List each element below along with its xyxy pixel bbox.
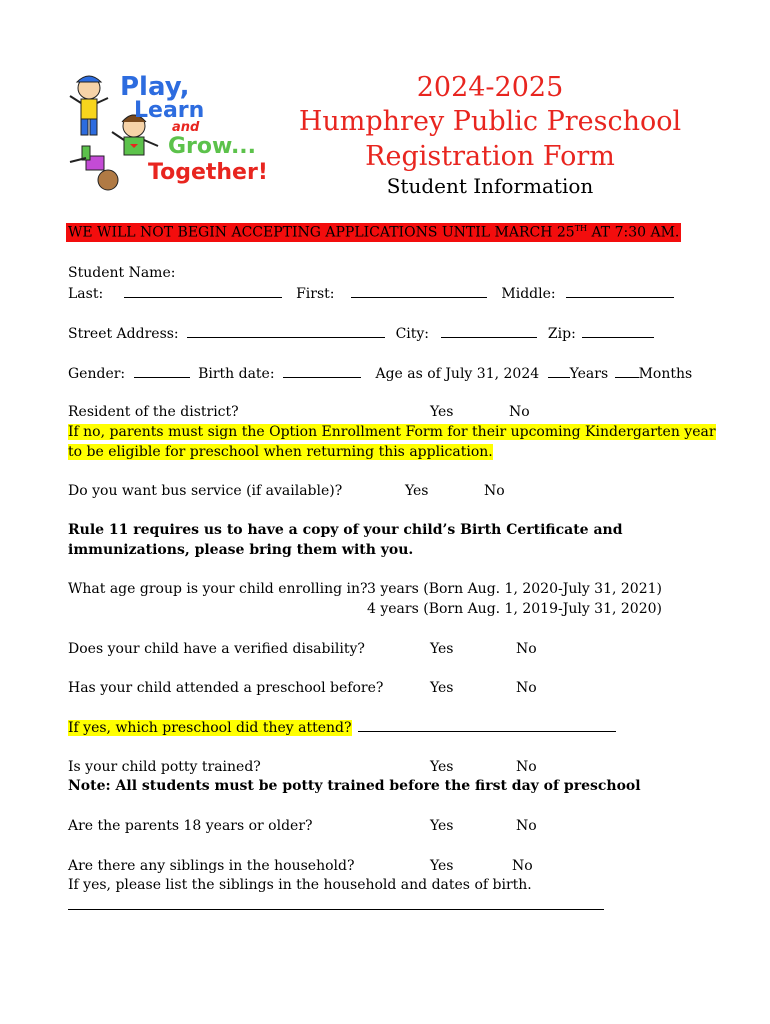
banner-text: WE WILL NOT BEGIN ACCEPTING APPLICATIONS UNTIL MARCH 25 bbox=[68, 224, 575, 241]
attended-question: Has your child attended a preschool before? bbox=[68, 680, 384, 696]
option-enrollment-note-line1: If no, parents must sign the Option Enrollment Form for their upcoming Kindergarten year bbox=[68, 424, 716, 440]
disability-yes[interactable]: Yes bbox=[430, 641, 454, 657]
gender-label: Gender: bbox=[68, 366, 126, 382]
age-as-of-label: Age as of July 31, 2024 bbox=[375, 366, 540, 382]
parents-no[interactable]: No bbox=[516, 818, 537, 834]
which-preschool-question: If yes, which preschool did they attend? bbox=[68, 720, 352, 736]
attended-yes[interactable]: Yes bbox=[430, 680, 454, 696]
option-enrollment-note-line2: to be eligible for preschool when returning this application. bbox=[68, 444, 493, 460]
form-title: Registration Form bbox=[365, 141, 615, 172]
birth-date-label: Birth date: bbox=[198, 366, 275, 382]
name-row bbox=[68, 285, 674, 302]
siblings-no[interactable]: No bbox=[512, 858, 533, 874]
potty-note: Note: All students must be potty trained before the first day of preschool bbox=[68, 778, 641, 794]
gender-field[interactable] bbox=[134, 365, 190, 378]
months-label: Months bbox=[638, 366, 693, 382]
parents-question: Are the parents 18 years or older? bbox=[68, 818, 313, 834]
siblings-question: Are there any siblings in the household? bbox=[68, 858, 355, 874]
age-group-4-years[interactable]: 4 years (Born Aug. 1, 2019-July 31, 2020) bbox=[367, 601, 662, 617]
city-field[interactable] bbox=[441, 325, 537, 338]
logo-word-and: and bbox=[172, 120, 200, 135]
last-name-field[interactable] bbox=[124, 285, 282, 298]
potty-no[interactable]: No bbox=[516, 759, 537, 775]
logo-word-grow: Grow... bbox=[168, 134, 257, 159]
siblings-followup: If yes, please list the siblings in the household and dates of birth. bbox=[68, 877, 532, 893]
attended-no[interactable]: No bbox=[516, 680, 537, 696]
zip-field[interactable] bbox=[582, 325, 654, 338]
middle-name-label: Middle: bbox=[501, 286, 556, 302]
first-name-label: First: bbox=[296, 286, 335, 302]
school-name: Humphrey Public Preschool bbox=[298, 106, 682, 137]
siblings-list-field[interactable] bbox=[68, 897, 604, 910]
street-label: Street Address: bbox=[68, 326, 179, 342]
age-group-question: What age group is your child enrolling in? bbox=[68, 581, 368, 597]
school-logo bbox=[64, 68, 274, 198]
years-label: Years bbox=[569, 366, 609, 382]
banner-superscript: TH bbox=[574, 224, 588, 233]
student-name-label: Student Name: bbox=[68, 265, 176, 281]
resident-question: Resident of the district? bbox=[68, 404, 239, 420]
potty-question: Is your child potty trained? bbox=[68, 759, 261, 775]
last-name-label: Last: bbox=[68, 286, 104, 302]
resident-no[interactable]: No bbox=[509, 404, 530, 420]
middle-name-field[interactable] bbox=[566, 285, 674, 298]
disability-question: Does your child have a verified disability? bbox=[68, 641, 365, 657]
logo-word-learn: Learn bbox=[134, 98, 205, 123]
city-label: City: bbox=[395, 326, 430, 342]
siblings-yes[interactable]: Yes bbox=[430, 858, 454, 874]
age-group-3-years[interactable]: 3 years (Born Aug. 1, 2020-July 31, 2021) bbox=[367, 581, 662, 597]
logo-word-together: Together! bbox=[148, 160, 268, 185]
rule11-line1: Rule 11 requires us to have a copy of your child’s Birth Certificate and bbox=[68, 522, 623, 538]
potty-yes[interactable]: Yes bbox=[430, 759, 454, 775]
gender-age-row bbox=[68, 365, 692, 382]
disability-no[interactable]: No bbox=[516, 641, 537, 657]
address-row bbox=[68, 325, 654, 342]
application-date-banner bbox=[66, 223, 681, 242]
age-years-field[interactable] bbox=[548, 365, 570, 378]
first-name-field[interactable] bbox=[351, 285, 487, 298]
bus-question: Do you want bus service (if available)? bbox=[68, 483, 343, 499]
rule11-line2: immunizations, please bring them with you. bbox=[68, 542, 414, 558]
which-preschool-field[interactable] bbox=[358, 719, 616, 732]
section-title: Student Information bbox=[386, 174, 594, 198]
parents-yes[interactable]: Yes bbox=[430, 818, 454, 834]
resident-yes[interactable]: Yes bbox=[430, 404, 454, 420]
age-months-field[interactable] bbox=[615, 365, 639, 378]
logo-word-play: Play, bbox=[120, 72, 190, 102]
banner-text-after: AT 7:30 AM. bbox=[587, 224, 680, 241]
which-preschool-row bbox=[68, 719, 616, 736]
zip-label: Zip: bbox=[547, 326, 576, 342]
bus-yes[interactable]: Yes bbox=[405, 483, 429, 499]
form-year: 2024-2025 bbox=[416, 72, 564, 103]
siblings-list-row bbox=[68, 897, 604, 914]
bus-no[interactable]: No bbox=[484, 483, 505, 499]
street-field[interactable] bbox=[187, 325, 385, 338]
birth-date-field[interactable] bbox=[283, 365, 361, 378]
